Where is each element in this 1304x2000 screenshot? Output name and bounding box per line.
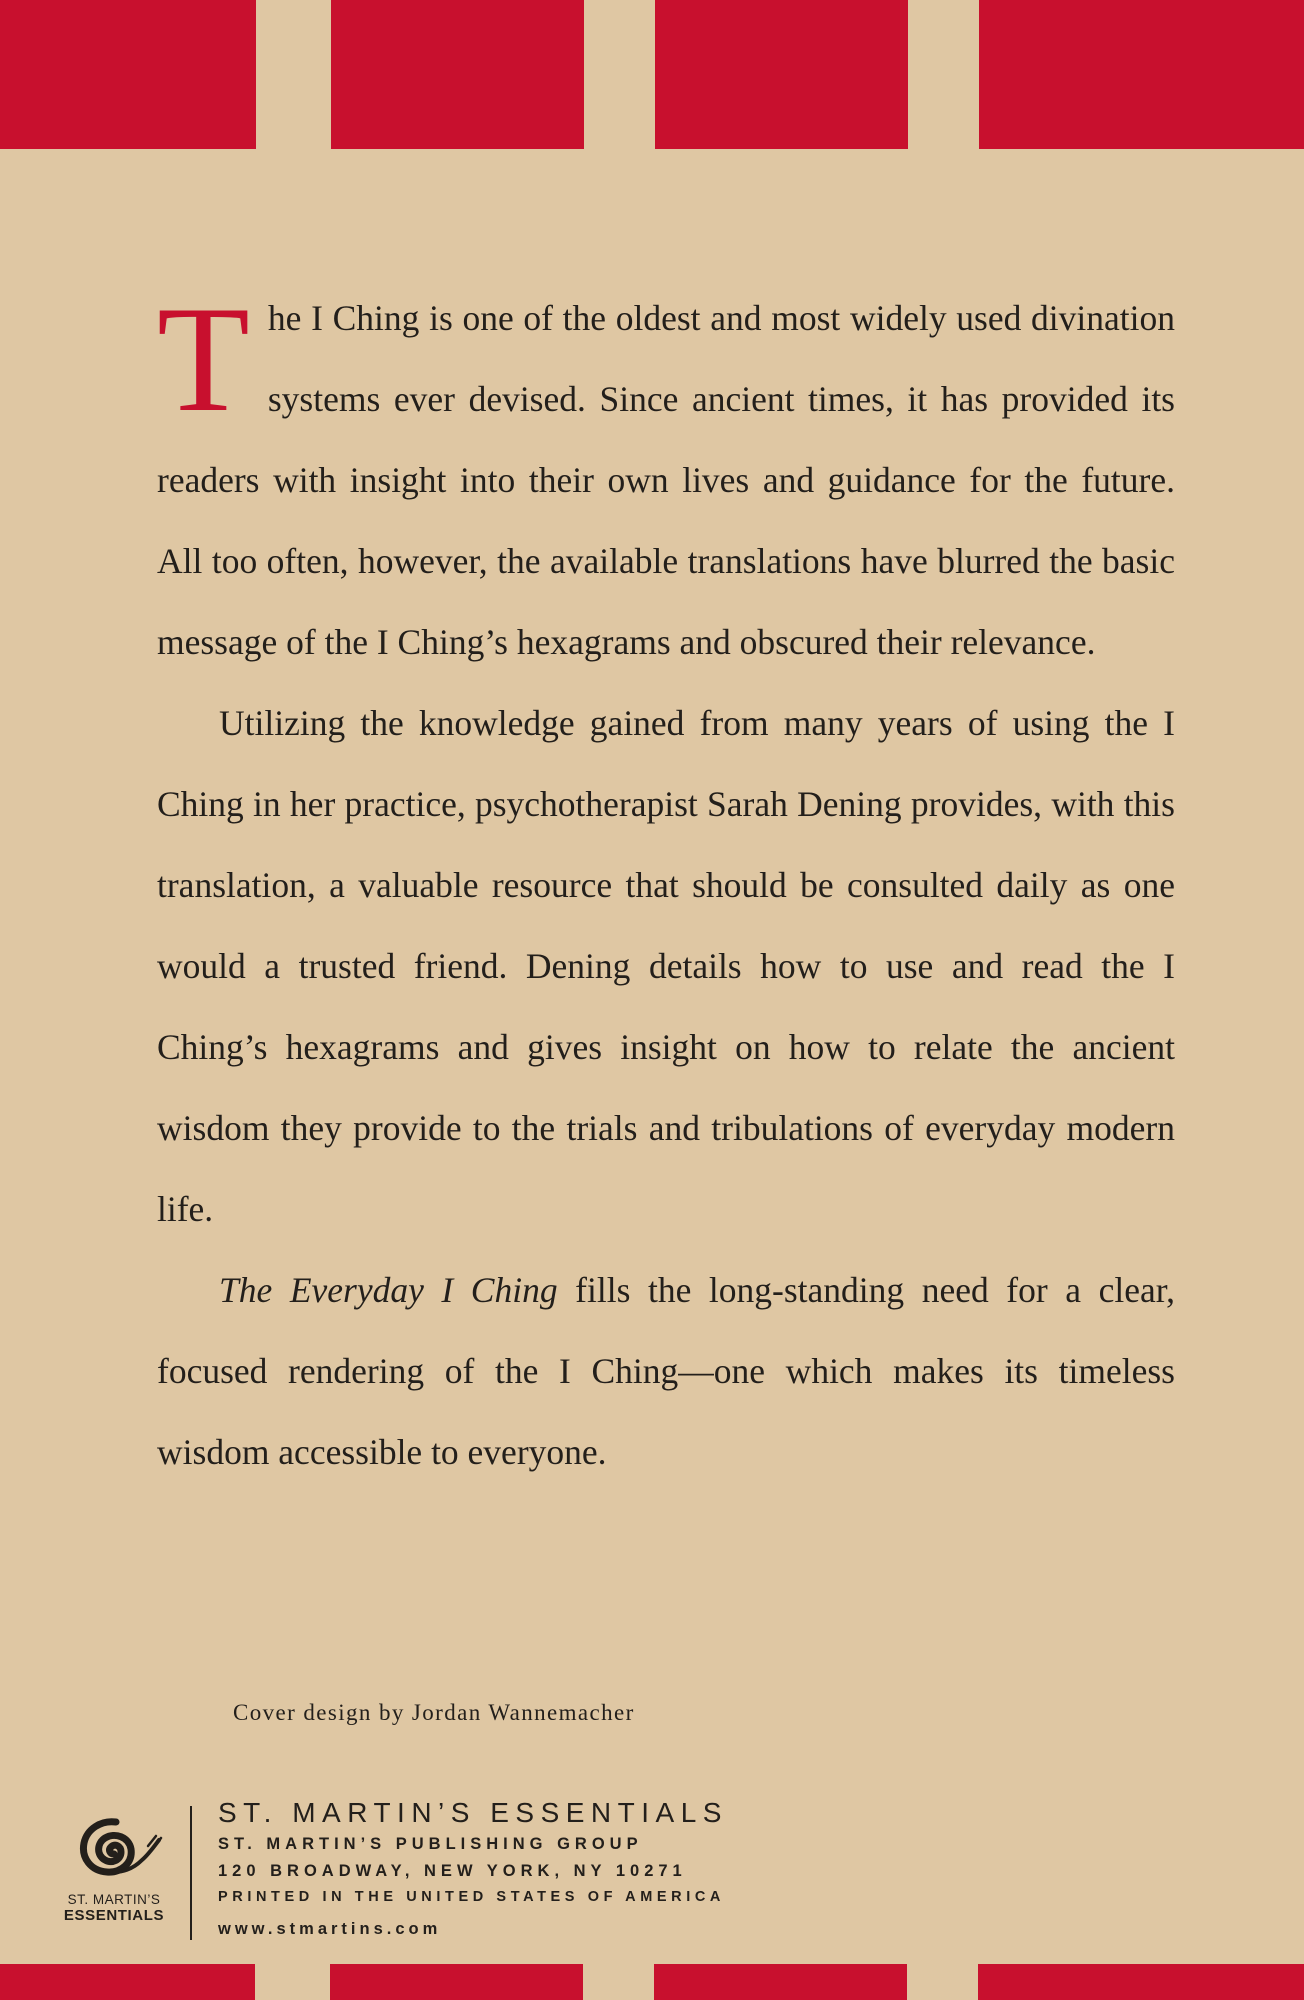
top-red-bar (0, 0, 256, 149)
publishing-group: ST. MARTIN’S PUBLISHING GROUP (218, 1835, 643, 1853)
paragraph-1-text: he I Ching is one of the oldest and most widely used divination systems ever devised. Since ancient times, it has provided its readers with insight into their own lives and guidance for the future. All too often, however, the available translations have blurred the basic message of the I Ching’s hexagrams and obscured their relevance. (157, 298, 1175, 662)
imprint-name: ST. MARTIN’S ESSENTIALS (218, 1797, 728, 1828)
drop-cap: T (157, 275, 250, 443)
bottom-red-bar (330, 1964, 583, 2000)
top-red-bar (655, 0, 908, 149)
bottom-red-bar (0, 1964, 255, 2000)
book-title: The Everyday I Ching (219, 1270, 558, 1310)
printed-in-line: PRINTED IN THE UNITED STATES OF AMERICA (218, 1889, 725, 1905)
bottom-red-bar (978, 1964, 1304, 2000)
blurb-paragraph-1 (157, 275, 1175, 683)
bottom-red-bar (654, 1964, 907, 2000)
blurb-paragraph-2: Utilizing the knowledge gained from many years of using the I Ching in her practice, psychotherapist Sarah Dening provides, with this translation, a valuable resource that should be consulted daily as one would a trusted friend. Dening details how to use and read the I Ching’s hexagrams and gives insight on how to relate the ancient wisdom they provide to the trials and tribulations of everyday modern life. (157, 703, 1175, 1229)
publisher-address: 120 BROADWAY, NEW YORK, NY 10271 (218, 1862, 687, 1880)
logo-line-2: ESSENTIALS (63, 1907, 165, 1924)
paragraph-3-text: fills the long-standing need for a clear, focused rendering of the I Ching—one which makes its timeless wisdom accessible to everyone. (157, 1270, 1176, 1472)
back-cover-blurb (157, 275, 1176, 1493)
divider (190, 1806, 192, 1940)
top-red-bar (979, 0, 1304, 149)
blurb-paragraph-3 (157, 1250, 1175, 1493)
cover-design-credit: Cover design by Jordan Wannemacher (233, 1700, 635, 1725)
top-red-bar (331, 0, 584, 149)
logo-line-1: ST. MARTIN’S (67, 1892, 161, 1907)
publisher-url: www.stmartins.com (218, 1920, 442, 1938)
spiral-snail-icon (64, 1810, 164, 1890)
publisher-logo (58, 1810, 170, 1924)
